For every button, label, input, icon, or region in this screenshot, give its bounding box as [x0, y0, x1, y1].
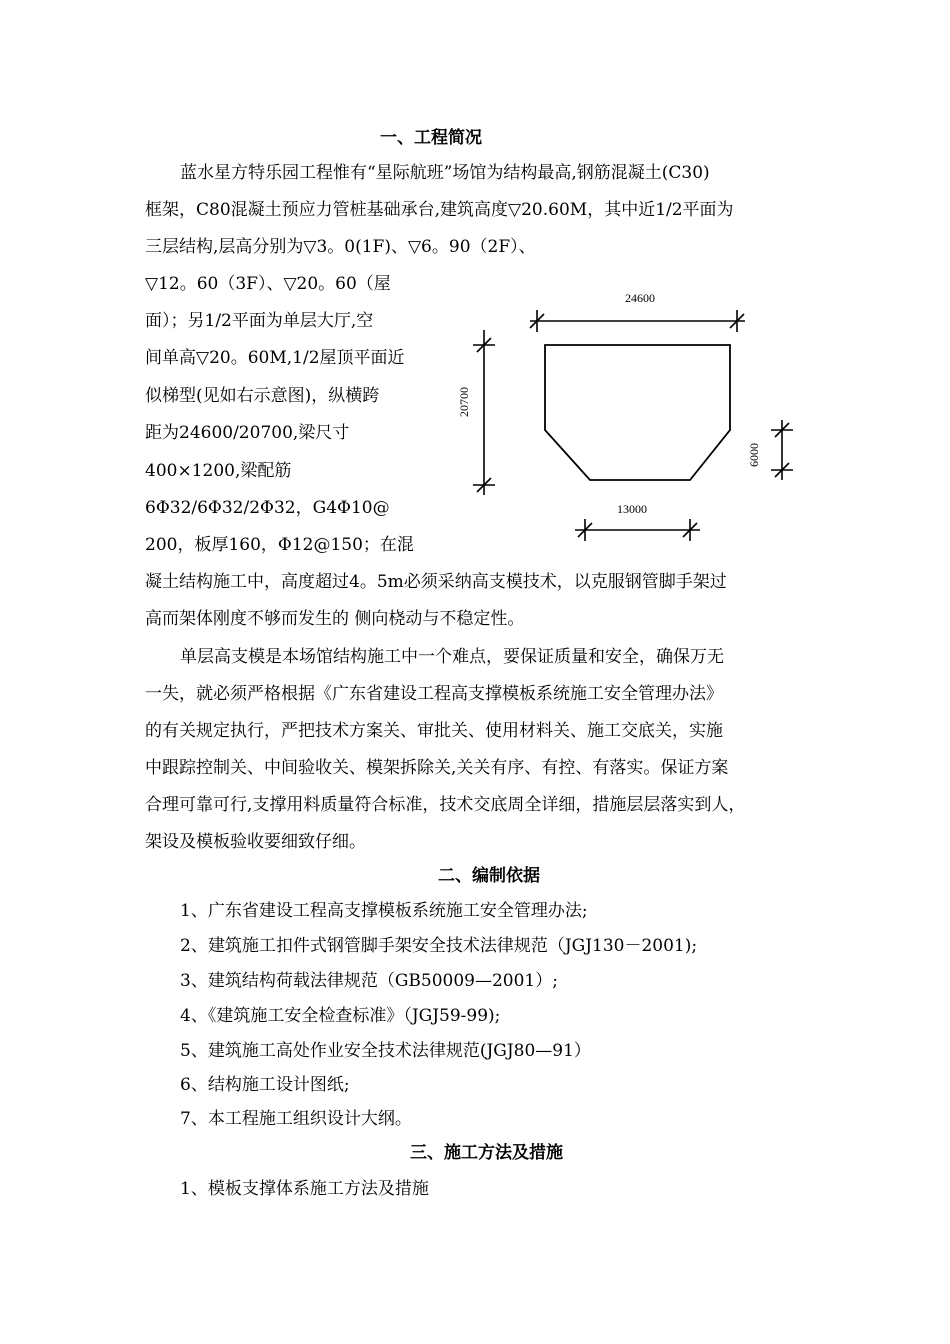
paragraph-line: 蓝水星方特乐园工程惟有“星际航班”场馆为结构最高,钢筋混凝土(C30)	[180, 163, 710, 183]
list-item: 7、本工程施工组织设计大纲。	[180, 1109, 412, 1129]
paragraph-line: 三层结构,层高分别为▽3。0(1F)、▽6。90（2F）、	[145, 237, 536, 257]
dim-label-right: 6000	[747, 443, 761, 467]
paragraph-line: 架设及模板验收要细致仔细。	[145, 832, 366, 852]
paragraph-line: 200，板厚160，Φ12@150；在混	[145, 535, 414, 555]
paragraph-line: 凝土结构施工中，高度超过4。5m必须采纳高支模技术，以克服钢管脚手架过	[145, 572, 727, 592]
paragraph-line: 合理可靠可行,支撑用料质量符合标准，技术交底周全详细，措施层层落实到人，	[145, 795, 746, 815]
section-title-3: 三、施工方法及措施	[410, 1143, 563, 1163]
paragraph-line: 一失，就必须严格根据《广东省建设工程高支撑模板系统施工安全管理办法》	[145, 684, 723, 704]
paragraph-line: 框架，C80混凝土预应力管桩基础承台,建筑高度▽20.60M，其中近1/2平面为	[145, 200, 734, 220]
list-item: 3、建筑结构荷载法律规范（GB50009—2001）;	[180, 971, 558, 991]
paragraph-line: ▽12。60（3F）、▽20。60（屋	[145, 274, 391, 294]
roof-plan-diagram	[450, 280, 810, 570]
paragraph-line: 单层高支模是本场馆结构施工中一个难点，要保证质量和安全，确保万无	[180, 647, 724, 667]
paragraph-line: 400×1200,梁配筋	[145, 461, 292, 481]
section-title-2: 二、编制依据	[438, 866, 540, 886]
list-item: 2、建筑施工扣件式钢管脚手架安全技术法律规范（JGJ130－2001);	[180, 936, 698, 956]
list-item: 6、结构施工设计图纸;	[180, 1075, 350, 1095]
list-item: 5、建筑施工高处作业安全技术法律规范(JGJ80—91）	[180, 1041, 591, 1061]
paragraph-line: 高而架体刚度不够而发生的 侧向桡动与不稳定性。	[145, 609, 525, 629]
dim-label-top: 24600	[625, 291, 655, 305]
paragraph-line: 中跟踪控制关、中间验收关、模架拆除关,关关有序、有控、有落实。保证方案	[145, 758, 729, 778]
building-outline	[545, 345, 730, 480]
paragraph-line: 距为24600/20700,梁尺寸	[145, 423, 350, 443]
paragraph-line: 的有关规定执行，严把技术方案关、审批关、使用材料关、施工交底关，实施	[145, 721, 723, 741]
list-item: 4、《建筑施工安全检查标准》（JGJ59-99);	[180, 1006, 501, 1026]
dim-label-left: 20700	[457, 387, 471, 417]
paragraph-line: 间单高▽20。60M,1/2屋顶平面近	[145, 348, 405, 368]
paragraph-line: 似梯型(见如右示意图)，纵横跨	[145, 386, 380, 406]
paragraph-line: 6Φ32/6Φ32/2Φ32，G4Φ10@	[145, 498, 390, 518]
paragraph-line: 面）；另1/2平面为单层大厅,空	[145, 311, 374, 331]
subsection-heading: 1、模板支撑体系施工方法及措施	[180, 1179, 429, 1199]
dim-label-bottom: 13000	[617, 502, 647, 516]
section-title-1: 一、工程简况	[380, 128, 482, 148]
list-item: 1、广东省建设工程高支撑模板系统施工安全管理办法;	[180, 901, 588, 921]
